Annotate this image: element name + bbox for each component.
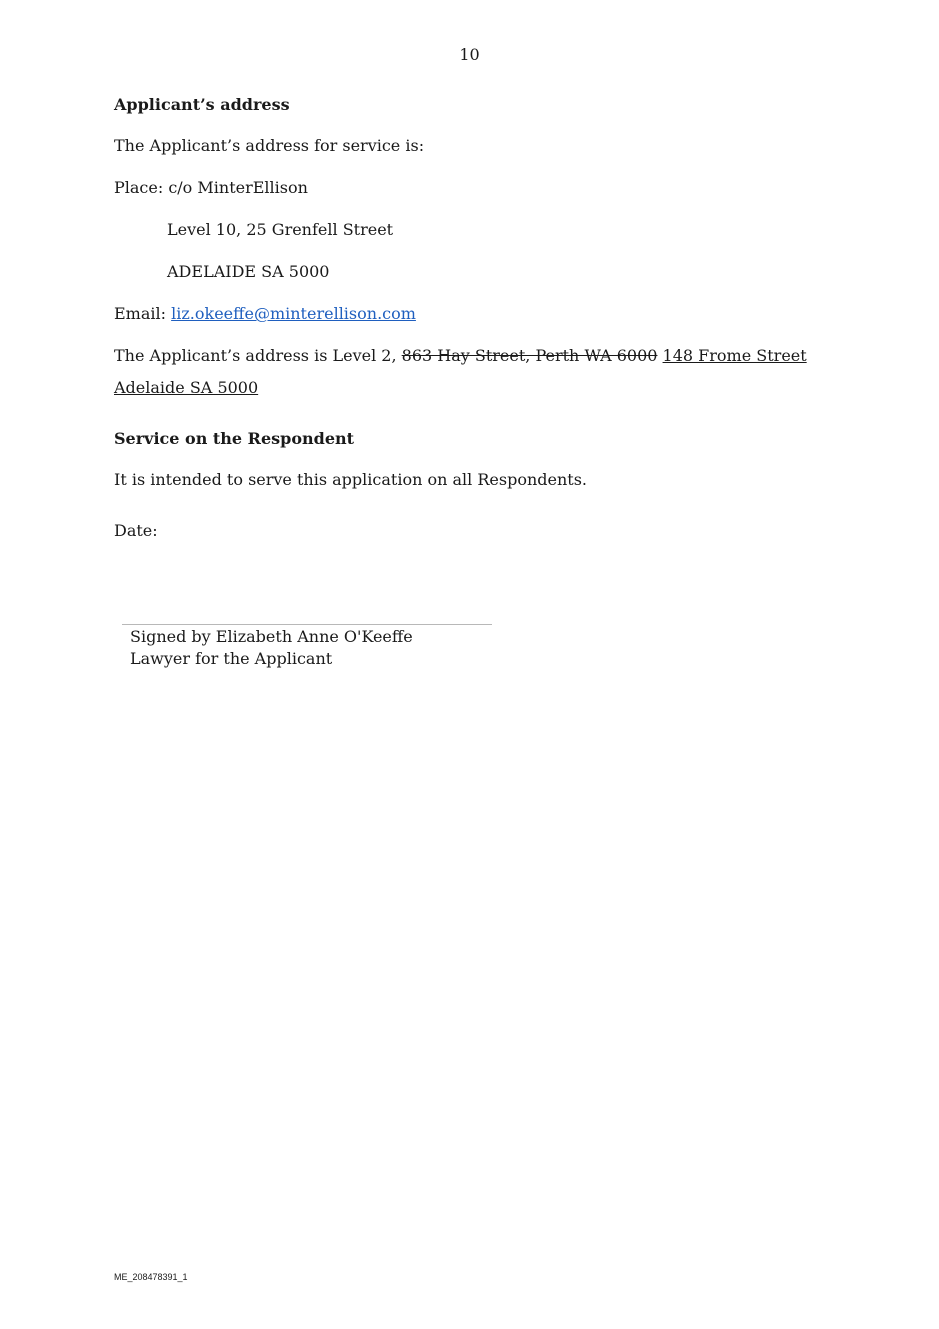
signed-by: Signed by Elizabeth Anne O'Keeffe bbox=[130, 627, 413, 646]
deleted-address: 863 Hay Street, Perth WA 6000 bbox=[401, 346, 658, 365]
service-heading: Service on the Respondent bbox=[114, 429, 355, 448]
email-link[interactable]: liz.okeeffe@minterellison.com bbox=[171, 304, 416, 323]
document-reference: ME_208478391_1 bbox=[114, 1272, 188, 1282]
date-label: Date: bbox=[114, 521, 158, 540]
inserted-address-continuation bbox=[114, 378, 258, 398]
inserted-address-line-1: 148 Frome Street bbox=[662, 346, 807, 365]
address-line-1: Level 10, 25 Grenfell Street bbox=[167, 220, 394, 239]
applicant-address-heading: Applicant’s address bbox=[114, 95, 290, 114]
email-label: Email: bbox=[114, 304, 172, 323]
inserted-address-line-2: Adelaide SA 5000 bbox=[114, 378, 259, 397]
address-prefix: The Applicant’s address is Level 2, bbox=[114, 346, 402, 365]
address-for-service-intro: The Applicant’s address for service is: bbox=[114, 136, 425, 155]
applicant-address-sentence bbox=[114, 346, 807, 366]
signature-line bbox=[122, 624, 492, 625]
service-text: It is intended to serve this application on all Respondents. bbox=[114, 470, 587, 489]
page-number: 10 bbox=[459, 45, 480, 64]
address-line-2: ADELAIDE SA 5000 bbox=[167, 262, 330, 281]
email-line bbox=[114, 304, 416, 324]
signatory-role: Lawyer for the Applicant bbox=[130, 649, 333, 668]
place-line: Place: c/o MinterEllison bbox=[114, 178, 308, 197]
